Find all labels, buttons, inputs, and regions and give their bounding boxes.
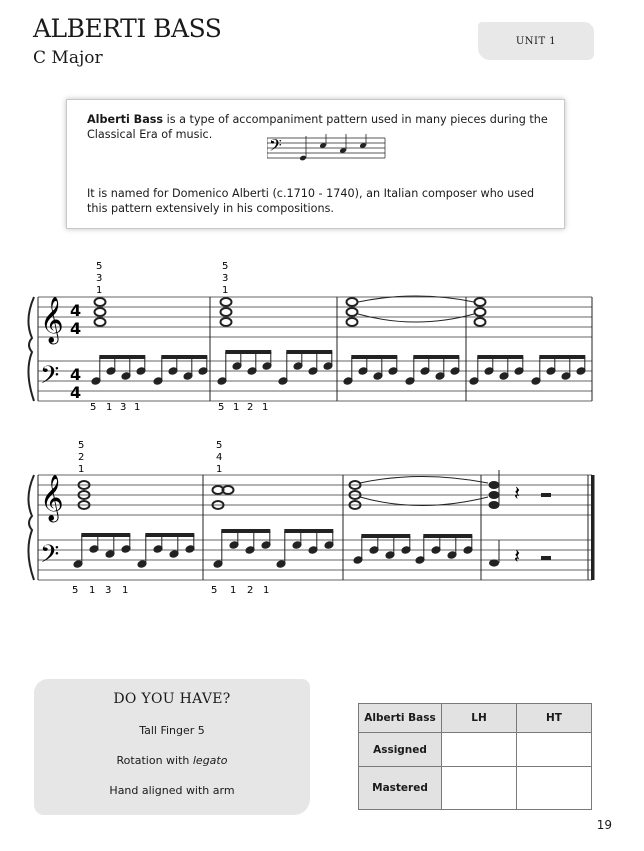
svg-text:1: 1 xyxy=(106,402,113,413)
svg-text:1: 1 xyxy=(134,402,141,413)
bass-staff-2 xyxy=(38,540,592,580)
svg-text:5: 5 xyxy=(211,585,218,596)
svg-text:1: 1 xyxy=(222,285,229,296)
bass-fingering xyxy=(72,402,269,596)
svg-text:1: 1 xyxy=(262,402,269,413)
checklist-item: Tall Finger 5 xyxy=(139,724,205,737)
mastered-lh-cell[interactable] xyxy=(442,767,517,810)
svg-text:5: 5 xyxy=(222,261,229,272)
page-title: ALBERTI BASS xyxy=(33,14,222,43)
svg-text:5: 5 xyxy=(216,440,223,451)
assigned-ht-cell[interactable] xyxy=(517,733,592,767)
mastered-ht-cell[interactable] xyxy=(517,767,592,810)
checklist-panel xyxy=(34,679,310,815)
quarter-rest-icon: 𝄽 xyxy=(514,481,521,505)
unit-badge: UNIT 1 xyxy=(478,22,594,60)
quarter-rest-icon: 𝄽 xyxy=(514,544,521,568)
bass-clef-icon: 𝄢 xyxy=(40,361,60,396)
treble-clef-icon: 𝄞 xyxy=(40,475,64,521)
time-sig-top: 4 xyxy=(70,365,82,384)
score-system-2 xyxy=(28,440,594,580)
definition-term: Alberti Bass xyxy=(87,113,164,126)
column-header-lh: LH xyxy=(442,704,517,733)
bass-clef-icon: 𝄢 xyxy=(40,540,60,575)
half-rest-icon xyxy=(541,493,551,497)
svg-text:1: 1 xyxy=(230,585,237,596)
score-system-1 xyxy=(28,261,592,402)
bass-staff-1 xyxy=(38,361,592,401)
svg-text:5: 5 xyxy=(218,402,225,413)
svg-text:4: 4 xyxy=(216,452,223,463)
svg-text:3: 3 xyxy=(105,585,112,596)
grand-staff-brace xyxy=(28,297,34,401)
treble-clef-icon: 𝄞 xyxy=(40,297,64,343)
time-sig-bottom: 4 xyxy=(70,319,82,338)
treble-staff-2 xyxy=(38,475,592,515)
checklist-item: Hand aligned with arm xyxy=(109,784,235,797)
svg-text:3: 3 xyxy=(96,273,103,284)
svg-text:5: 5 xyxy=(90,402,97,413)
svg-text:5: 5 xyxy=(96,261,103,272)
definition-body: is a type of accompaniment pattern used in many pieces during the Classical Era of music. xyxy=(87,113,548,141)
svg-text:5: 5 xyxy=(78,440,85,451)
svg-text:1: 1 xyxy=(122,585,129,596)
half-rest-icon xyxy=(541,556,551,560)
page-number: 19 xyxy=(596,818,612,832)
chord-fingering-1 xyxy=(96,261,228,296)
page-subtitle: C Major xyxy=(33,48,103,68)
row-header-mastered: Mastered xyxy=(359,767,442,810)
svg-text:2: 2 xyxy=(247,402,254,413)
svg-text:2: 2 xyxy=(247,585,254,596)
svg-text:2: 2 xyxy=(78,452,85,463)
column-header-ht: HT xyxy=(517,704,592,733)
time-sig-top: 4 xyxy=(70,301,82,320)
checklist-item: Rotation with legato xyxy=(116,754,228,767)
bass-clef-icon: 𝄢 xyxy=(269,135,282,159)
checklist-title: DO YOU HAVE? xyxy=(113,691,231,707)
svg-text:1: 1 xyxy=(233,402,240,413)
assigned-lh-cell[interactable] xyxy=(442,733,517,767)
svg-text:1: 1 xyxy=(263,585,270,596)
chord-fingering-2 xyxy=(78,440,222,475)
table-corner: Alberti Bass xyxy=(359,704,442,733)
svg-text:3: 3 xyxy=(120,402,127,413)
grand-staff-brace xyxy=(28,475,34,580)
progress-table xyxy=(358,703,592,810)
row-header-assigned: Assigned xyxy=(359,733,442,767)
history-text: It is named for Domenico Alberti (c.1710 - 1740), an Italian composer who used this pattern extensively in his compositions. xyxy=(87,187,535,215)
svg-text:3: 3 xyxy=(222,273,229,284)
svg-text:5: 5 xyxy=(72,585,79,596)
svg-text:1: 1 xyxy=(216,464,223,475)
svg-text:1: 1 xyxy=(96,285,103,296)
time-sig-bottom: 4 xyxy=(70,383,82,402)
svg-text:1: 1 xyxy=(78,464,85,475)
treble-staff-1 xyxy=(38,297,592,337)
svg-text:1: 1 xyxy=(89,585,96,596)
checklist-item-italic: legato xyxy=(192,754,228,767)
